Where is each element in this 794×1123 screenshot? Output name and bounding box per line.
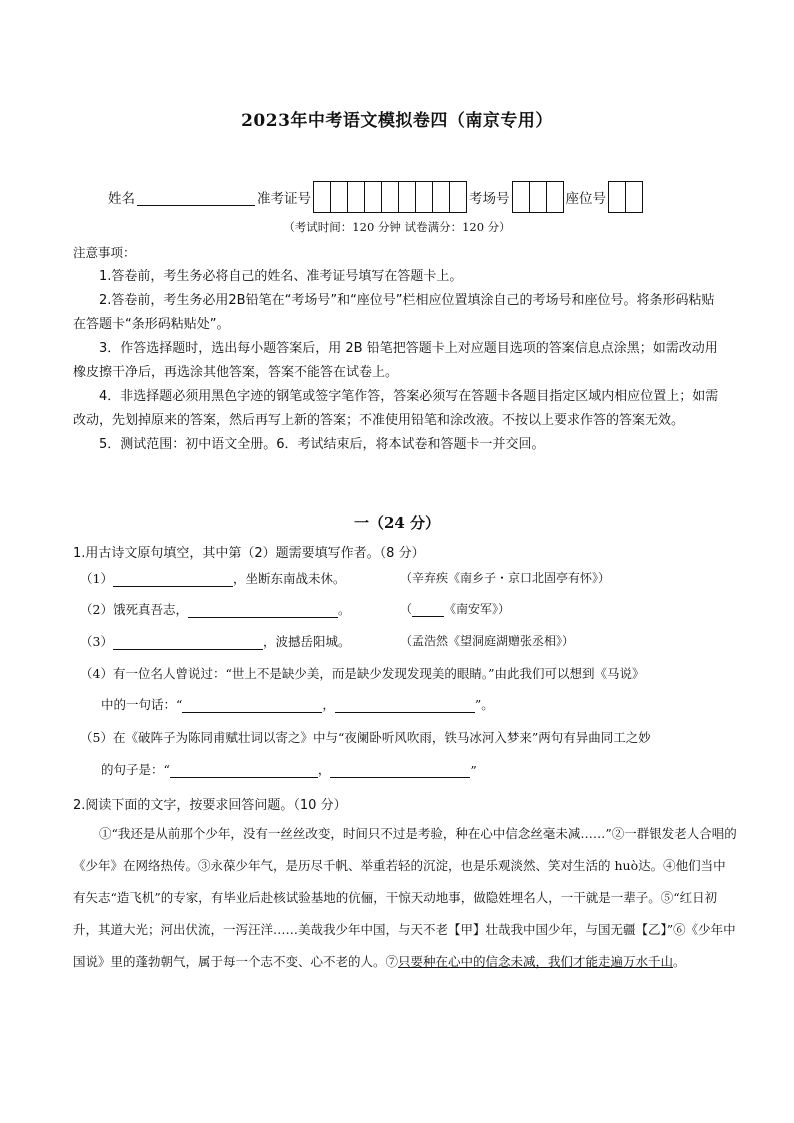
answer-blank[interactable]: [188, 603, 338, 618]
question-1-item-5-line-2: [101, 760, 477, 778]
question-1-item-4-line-1: （4）有一位名人曾说过：“世上不是缺少美，而是缺少发现发现美的眼睛。”由此我们可以想到《马说》: [80, 666, 645, 681]
note-item: 5．测试范围：初中语文全册。6．考试结束后，将本试卷和答题卡一并交回。: [99, 437, 545, 452]
source-close: 《南安军》）: [444, 602, 511, 616]
seat-boxes[interactable]: [608, 181, 643, 213]
answer-blank[interactable]: [182, 698, 322, 713]
author-blank[interactable]: [412, 603, 444, 617]
item-number: （3）: [80, 634, 113, 649]
item-text: ，坐断东南战未休。: [232, 571, 346, 586]
passage-text: ①“我还是从前那个少年，没有一丝丝改变，时间只不过是考验，种在心中信念丝毫未减……”②一群银发老人合唱的《少年》在网络热传。③永葆少年气，是历尽千帆、举重若轻的沉淀，也是乐观淡然、笑对生活的 huò达。④他们当中有矢志“造飞机”的专家，有毕业后赴核试验基地的伉俪，干惊天动地事，做隐姓埋名人，一干就是一辈子。⑤“红日初升，其道大光；河出伏流，一泻汪洋……美哉我少年中国，与天不老【甲】壮哉我中国少年，与国无疆【乙】”⑥《少年中国说》里的蓬勃朝气，属于每一个志不变、心不老的人。⑦: [73, 826, 737, 969]
note-item: 3．作答选择题时，选出每小题答案后，用 2B 铅笔把答题卡上对应题目选项的答案信息点涂黑；如需改动用橡皮擦干净后，再选涂其他答案，答案不能答在试卷上。: [73, 341, 718, 380]
answer-blank[interactable]: [113, 572, 233, 587]
exam-number-boxes[interactable]: [313, 181, 467, 213]
exam-time-info: （考试时间：120 分钟 试卷满分：120 分）: [283, 220, 511, 234]
item-text: ，: [322, 697, 335, 712]
item-number: （1）: [80, 571, 113, 586]
question-2-passage: [73, 818, 738, 978]
item-text: 的句子是：“: [101, 762, 170, 777]
passage-paragraph: [73, 818, 738, 978]
item-text: 中的一句话：“: [101, 697, 183, 712]
name-blank[interactable]: [137, 189, 255, 206]
item-text: ”。: [474, 697, 494, 712]
item-text: ，: [317, 762, 331, 777]
item-3-source: （孟浩然《望洞庭湖赠张丞相》）: [400, 634, 575, 648]
note-item: 4．非选择题必须用黑色字迹的钢笔或签字笔作答，答案必须写在答题卡各题目指定区域内相应位置上；如需改动，先划掉原来的答案，然后再写上新的答案；不准使用铅笔和涂改液。不按以上要求作答的答案无效。: [73, 389, 719, 428]
notes-list: [73, 265, 723, 457]
item-2-source: [400, 600, 510, 617]
candidate-info-row: [108, 181, 645, 213]
answer-blank[interactable]: [113, 635, 263, 650]
underlined-sentence: 只要种在心中的信念未减，我们才能走遍万水千山: [398, 954, 674, 969]
item-text: ，波撼岳阳城。: [262, 634, 351, 649]
question-1-item-5-line-1: （5）在《破阵子为陈同甫赋壮词以寄之》中与“夜阑卧听风吹雨，铁马冰河入梦来”两句有异曲同工之妙: [80, 730, 651, 745]
question-2-stem: 2.阅读下面的文字，按要求回答问题。（10 分）: [73, 798, 347, 813]
item-1-source: （辛弃疾《南乡子・京口北固亭有怀》）: [400, 571, 611, 585]
question-1-item-4-line-2: [101, 695, 494, 713]
notes-heading: 注意事项：: [73, 245, 136, 260]
question-1-item-1: [80, 569, 345, 587]
note-item: 1.答卷前，考生务必将自己的姓名、准考证号填写在答题卡上。: [99, 269, 463, 284]
item-number: （2）: [80, 602, 113, 617]
question-1-item-3: [80, 632, 350, 650]
exam-room-boxes[interactable]: [512, 181, 564, 213]
answer-blank[interactable]: [335, 698, 475, 713]
item-text: 饿死真吾志，: [112, 602, 188, 617]
page-title: 2023年中考语文模拟卷四（南京专用）: [241, 111, 553, 131]
note-item: 2.答卷前，考生务必用2B铅笔在“考场号”和“座位号”栏相应位置填涂自己的考场号和座位号。将条形码粘贴在答题卡“条形码粘贴处”。: [73, 293, 715, 332]
source-open: （: [400, 602, 413, 616]
question-1-item-2: [80, 600, 350, 618]
item-text: ”: [470, 763, 477, 778]
passage-end: 。: [673, 954, 686, 969]
answer-blank[interactable]: [170, 763, 318, 778]
section-title: 一（24 分）: [353, 514, 441, 532]
question-1-stem: 1.用古诗文原句填空，其中第（2）题需要填写作者。（8 分）: [73, 546, 425, 561]
seat-label: 座位号: [565, 191, 606, 207]
item-text: 。: [337, 602, 351, 617]
name-label: 姓名: [108, 191, 135, 207]
exam-number-label: 准考证号: [257, 191, 311, 207]
exam-room-label: 考场号: [469, 191, 510, 207]
answer-blank[interactable]: [330, 763, 470, 778]
